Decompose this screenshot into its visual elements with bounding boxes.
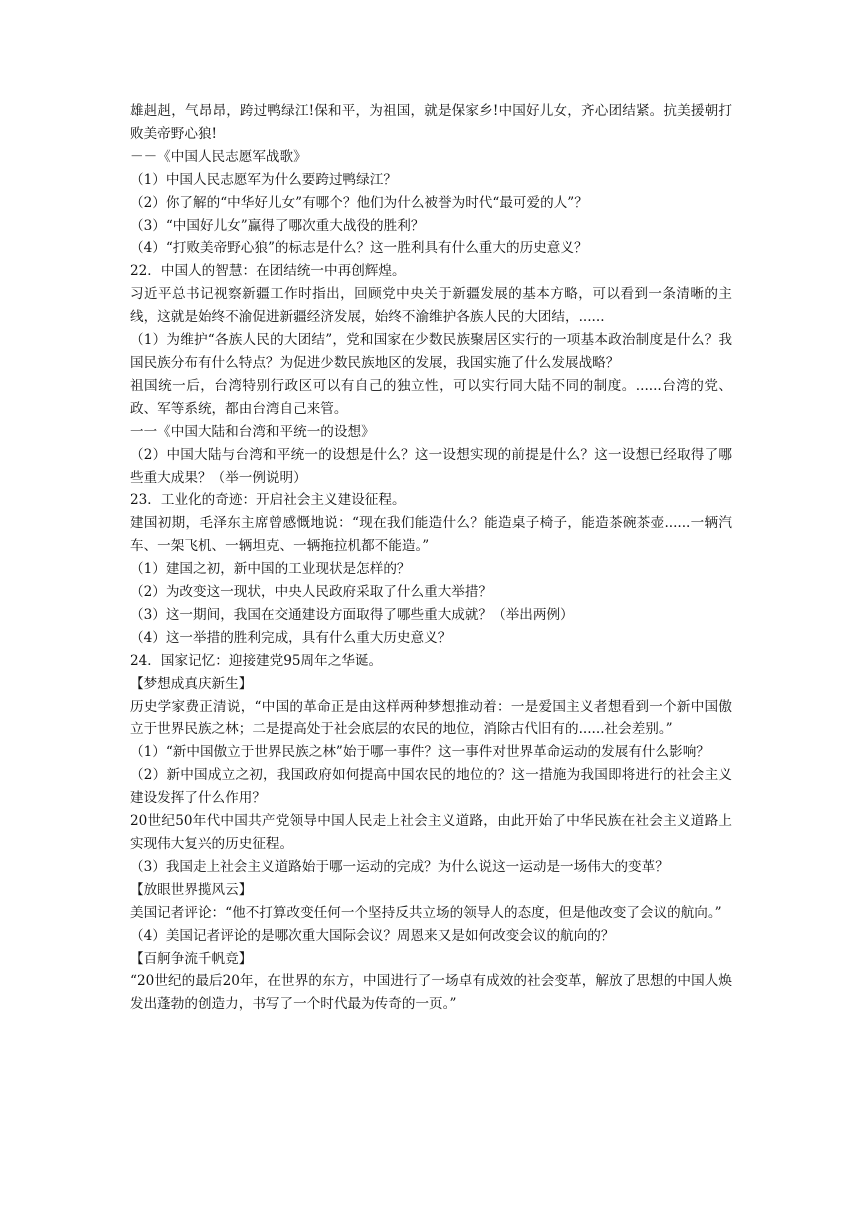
question-24-1: （1）“新中国傲立于世界民族之林”始于哪一事件？这一事件对世界革命运动的发展有什么影响？: [130, 744, 710, 761]
section-title-dream: 【梦想成真庆新生】: [130, 675, 253, 692]
question-23-2: （2）为改变这一现状，中央人民政府采取了什么重大举措？: [130, 584, 493, 601]
question-21-1: （1）中国人民志愿军为什么要跨过鸭绿江？: [130, 171, 397, 188]
section-title-boats: 【百舸争流千帆竞】: [130, 950, 253, 967]
question-23-4: （4）这一举措的胜利完成，具有什么重大历史意义？: [130, 629, 452, 646]
question-24-material-4: “20世纪的最后20年，在世界的东方，中国进行了一场卓有成效的社会变革，解放了思想的中国人焕发出蓬勃的创造力，书写了一个时代最为传奇的一页。”: [130, 973, 732, 1013]
song-source: －－《中国人民志愿军战歌》: [130, 148, 307, 165]
document-body: [130, 100, 732, 1016]
question-24-material-3: 美国记者评论：“他不打算改变任何一个坚持反共立场的领导人的态度，但是他改变了会议的航向。”: [130, 904, 722, 921]
question-24-4: （4）美国记者评论的是哪次重大国际会议？周恩来又是如何改变会议的航向的？: [130, 927, 615, 944]
question-23-material: 建国初期，毛泽东主席曾感慨地说：“现在我们能造什么？能造桌子椅子，能造茶碗茶壶......一辆汽车、一架飞机、一辆坦克、一辆拖拉机都不能造。”: [130, 515, 732, 555]
question-23-1: （1）建国之初，新中国的工业现状是怎样的？: [130, 561, 411, 578]
question-22-2: （2）中国大陆与台湾和平统一的设想是什么？这一设想实现的前提是什么？这一设想已经取得了哪些重大成果？（举一例说明）: [130, 446, 732, 486]
question-24-2: （2）新中国成立之初，我国政府如何提高中国农民的地位的？这一措施为我国即将进行的社会主义建设发挥了什么作用？: [130, 767, 732, 807]
question-21-2: （2）你了解的“中华好儿女”有哪个？他们为什么被誉为时代“最可爱的人”？: [130, 194, 588, 211]
question-24-material-1: 历史学家费正清说，“中国的革命正是由这样两种梦想推动着：一是爱国主义者想看到一个新中国傲立于世界民族之林；二是提高处于社会底层的农民的地位，消除古代旧有的......社会差别。”: [130, 698, 732, 738]
question-21-3: （3）“中国好儿女”赢得了哪次重大战役的胜利？: [130, 217, 425, 234]
song-lyrics: 雄赳赳，气昂昂，跨过鸭绿江!保和平，为祖国，就是保家乡!中国好儿女，齐心团结紧。抗美援朝打败美帝野心狼!: [130, 103, 732, 142]
question-22-heading: 22．中国人的智慧：在团结统一中再创辉煌。: [130, 263, 406, 280]
question-22-source: 一一《中国大陆和台湾和平统一的设想》: [130, 423, 375, 440]
question-24-heading: 24．国家记忆：迎接建党95周年之华诞。: [130, 652, 383, 669]
question-22-material-2: 祖国统一后，台湾特别行政区可以有自己的独立性，可以实行同大陆不同的制度。......台湾的党、政、军等系统，都由台湾自己来管。: [130, 377, 732, 417]
section-title-world: 【放眼世界揽风云】: [130, 881, 253, 898]
question-21-4: （4）“打败美帝野心狼”的标志是什么？这一胜利具有什么重大的历史意义？: [130, 240, 588, 257]
question-23-heading: 23．工业化的奇迹：开启社会主义建设征程。: [130, 492, 406, 509]
question-23-3: （3）这一期间，我国在交通建设方面取得了哪些重大成就？（举出两例）: [130, 606, 574, 623]
question-22-1: （1）为维护“各族人民的大团结”，党和国家在少数民族聚居区实行的一项基本政治制度是什么？我国民族分布有什么特点？为促进少数民族地区的发展，我国实施了什么发展战略？: [130, 332, 732, 371]
question-24-material-2: 20世纪50年代中国共产党领导中国人民走上社会主义道路，由此开始了中华民族在社会主义道路上实现伟大复兴的历史征程。: [130, 813, 732, 852]
question-24-3: （3）我国走上社会主义道路始于哪一运动的完成？为什么说这一运动是一场伟大的变革？: [130, 858, 669, 875]
question-22-material-1: 习近平总书记视察新疆工作时指出，回顾党中央关于新疆发展的基本方略，可以看到一条清晰的主线，这就是始终不渝促进新疆经济发展，始终不渝维护各族人民的大团结，......: [130, 286, 732, 326]
